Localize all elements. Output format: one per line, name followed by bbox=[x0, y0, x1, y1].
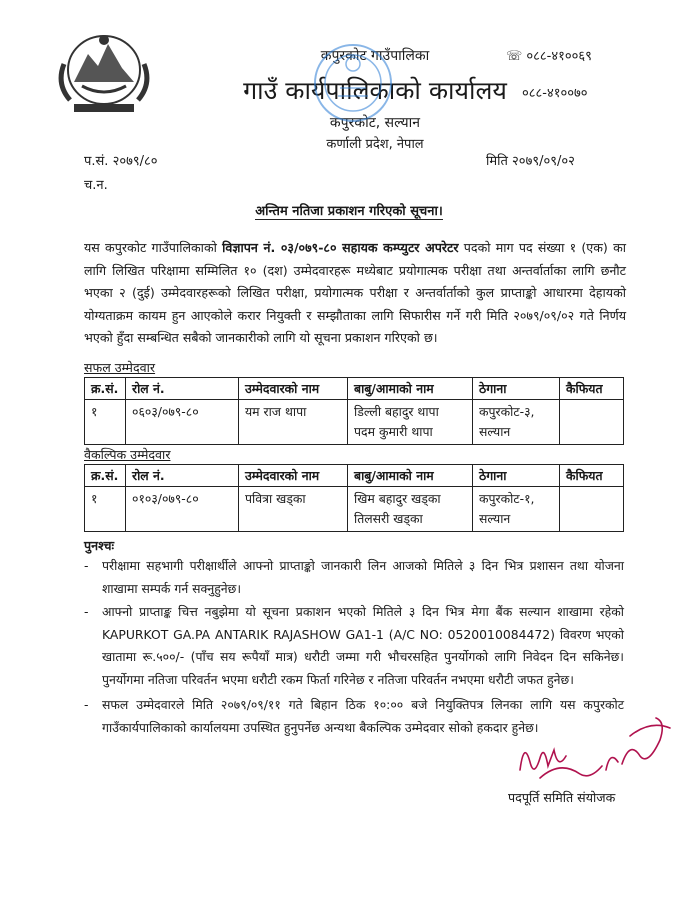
office-name-line: कपुरकोट गाउँपालिका bbox=[320, 48, 430, 64]
table-header-row bbox=[85, 378, 624, 400]
column-header-address: ठेगाना bbox=[473, 378, 560, 400]
postscript-label: पुनश्चः bbox=[84, 538, 115, 553]
notice-title bbox=[0, 201, 698, 219]
body-text: पदको माग पद संख्या १ (एक) का लागि लिखित परिक्षामा सम्मिलित १० (दश) उम्मेदवारहरू मध्येबाट प्रयोगात्मक परीक्षा तथा अन्तर्वार्ताका लागि छनौट भएका २ (दुई) उम्मेदवारहरूको लिखित परीक्षा, प्रयोगात्मक परीक्षा र अन्तर्वार्ताको कुल प्राप्ताङ्को आधारमा देहायको योग्यताक्रम कायम हुन आएकोले करार नियुक्ती र सम्झौताका लागि सिफारीस गर्ने गरी मिति २०७९/०९/०२ गते निर्णय भएको हुँदा सम्बन्धित सबैको जानकारीको लागि यो सूचना प्रकाशन गरिएको छ। bbox=[84, 240, 627, 345]
column-header-remarks: कैफियत bbox=[560, 378, 624, 400]
cell-sn: १ bbox=[85, 400, 126, 445]
mother-name: तिलसरी खड्का bbox=[354, 511, 423, 526]
advertisement-number: विज्ञापन नं. ०३/०७९-८० सहायक कम्प्युटर अपरेटर bbox=[222, 240, 459, 255]
address-line2: सल्यान bbox=[479, 424, 511, 439]
column-header-address: ठेगाना bbox=[473, 465, 560, 487]
column-header-name: उम्मेदवारको नाम bbox=[239, 465, 348, 487]
office-title: गाउँ कार्यपालिकाको कार्यालय bbox=[243, 76, 507, 105]
alternate-candidate-table bbox=[84, 464, 624, 532]
successful-candidate-label: सफल उम्मेदवार bbox=[84, 360, 156, 375]
note-text: सफल उम्मेदवारले मिति २०७९/०९/११ गते बिहान ठिक १०:०० बजे नियुक्तिपत्र लिनका लागि यस कपुरकोट गाउँकार्यपालिकाको कार्यालयमा उपस्थित हुनुपर्नेछ अन्यथा बैकल्पिक उम्मेदवार सोको हकदार हुनेछ। bbox=[102, 697, 624, 735]
signer-title: पदपूर्ति समिति संयोजक bbox=[508, 790, 616, 805]
table-row bbox=[85, 487, 624, 532]
notice-body bbox=[84, 237, 626, 350]
column-header-parents: बाबु/आमाको नाम bbox=[348, 465, 473, 487]
phone-number-2: ०८८-४१००७० bbox=[522, 86, 588, 101]
cell-address bbox=[473, 400, 560, 445]
issue-date: मिति २०७९/०९/०२ bbox=[486, 154, 575, 169]
father-name: खिम बहादुर खड्का bbox=[354, 491, 441, 506]
cell-parents bbox=[348, 487, 473, 532]
cell-sn: १ bbox=[85, 487, 126, 532]
cell-remarks bbox=[560, 400, 624, 445]
cell-name: पवित्रा खड्का bbox=[239, 487, 348, 532]
column-header-sn: क्र.सं. bbox=[85, 378, 126, 400]
column-header-roll: रोल नं. bbox=[126, 378, 239, 400]
column-header-roll: रोल नं. bbox=[126, 465, 239, 487]
address-line1: कपुरकोट-३, bbox=[479, 404, 535, 419]
column-header-parents: बाबु/आमाको नाम bbox=[348, 378, 473, 400]
column-header-name: उम्मेदवारको नाम bbox=[239, 378, 348, 400]
cell-name: यम राज थापा bbox=[239, 400, 348, 445]
office-seal-stamp-icon bbox=[310, 40, 396, 126]
cell-remarks bbox=[560, 487, 624, 532]
notice-title-text: अन्तिम नतिजा प्रकाशन गरिएको सूचना। bbox=[255, 204, 443, 219]
cell-roll: ०१०३/०७९-८० bbox=[126, 487, 239, 532]
note-bullet: - bbox=[84, 558, 89, 573]
alternate-candidate-label: वैकल्पिक उम्मेदवार bbox=[84, 447, 171, 462]
note-bullet: - bbox=[84, 697, 89, 712]
column-header-sn: क्र.सं. bbox=[85, 465, 126, 487]
note-item bbox=[84, 601, 624, 691]
father-name: डिल्ली बहादुर थापा bbox=[354, 404, 439, 419]
note-text: आफ्नो प्राप्ताङ्क चित्त नबुझेमा यो सूचना प्रकाशन भएको मितिले ३ दिन भित्र मेगा बैंक सल्यान शाखामा रहेको KAPURKOT GA.PA ANTARIK RAJASHOW GA1-1 (A/C NO: 0520010084472) विवरण भएको खातामा रू.५००/- (पाँच सय रूपैयाँ मात्र) धरौटी जम्मा गरी भौचरसहित पुनर्योगको लागि निवेदन दिन सकिनेछ। पुनर्योगमा नतिजा परिवर्तन भएमा धरौटी रकम फिर्ता गरिनेछ र नतिजा परिवर्तन नभएमा धरौटी जफत हुनेछ। bbox=[102, 604, 624, 687]
mother-name: पदम कुमारी थापा bbox=[354, 424, 433, 439]
cell-parents bbox=[348, 400, 473, 445]
note-item bbox=[84, 555, 624, 600]
office-province: कर्णाली प्रदेश, नेपाल bbox=[326, 137, 424, 152]
successful-candidate-table bbox=[84, 377, 624, 445]
office-address: कपुरकोट, सल्यान bbox=[329, 115, 421, 131]
address-line1: कपुरकोट-१, bbox=[479, 491, 535, 506]
cell-roll: ०६०३/०७९-८० bbox=[126, 400, 239, 445]
handwritten-signature bbox=[510, 700, 680, 790]
phone-number-1: ☏ ०८८-४१००६९ bbox=[506, 49, 592, 64]
column-header-remarks: कैफियत bbox=[560, 465, 624, 487]
table-row bbox=[85, 400, 624, 445]
nepal-emblem-icon bbox=[52, 24, 156, 120]
dispatch-number: च.न. bbox=[84, 178, 108, 193]
note-bullet: - bbox=[84, 604, 89, 619]
cell-address bbox=[473, 487, 560, 532]
note-text: परीक्षामा सहभागी परीक्षार्थीले आफ्नो प्राप्ताङ्को जानकारी लिन आजको मितिले ३ दिन भित्र प्रशासन तथा योजना शाखामा सम्पर्क गर्न सक्नुहुनेछ। bbox=[102, 558, 624, 596]
body-lead: यस कपुरकोट गाउँपालिकाको bbox=[84, 240, 223, 255]
reference-number: प.सं. २०७९/८० bbox=[84, 154, 158, 169]
table-header-row bbox=[85, 465, 624, 487]
address-line2: सल्यान bbox=[479, 511, 511, 526]
